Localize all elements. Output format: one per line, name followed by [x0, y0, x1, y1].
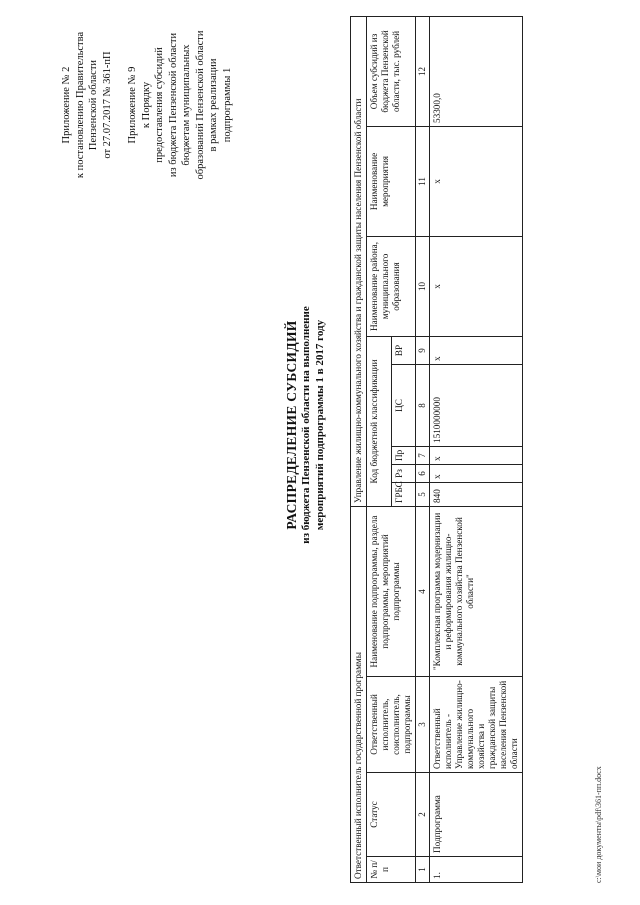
cell-status: Подпрограмма: [430, 773, 523, 857]
column-number: 12: [416, 16, 430, 126]
cell-num: 1.: [430, 857, 523, 883]
table-row: [351, 16, 367, 882]
column-number: 8: [416, 364, 430, 446]
column-number: 2: [416, 773, 430, 857]
header-event: Наименование мероприятия: [367, 126, 416, 236]
header-budget-code: Код бюджетной классификации: [367, 336, 392, 506]
column-number: 3: [416, 677, 430, 773]
cell-cs: 1510000000: [430, 364, 523, 446]
document-subtitle: из бюджета Пензенской области на выполнение: [300, 306, 312, 544]
cell-district: х: [430, 236, 523, 336]
annex-line: Приложение № 9: [127, 66, 138, 144]
header-rz: Рз: [391, 464, 416, 482]
annex-line: от 27.07.2017 № 361-пП: [101, 51, 113, 159]
file-path-footer: c:\мои документы\pdf\361-пп.docx: [594, 766, 603, 883]
cell-name: "Комплексная программа модернизации и реформирования жилищно-коммунального хозяйства Пензенской области": [430, 506, 523, 676]
table-header-row: [367, 16, 392, 882]
subsidy-table: [350, 16, 523, 883]
annex-line: к Порядку: [140, 81, 152, 129]
column-number: 1: [416, 857, 430, 883]
document-heading: [285, 245, 327, 605]
header-num: № п/п: [367, 857, 416, 883]
header-name: Наименование подпрограммы, раздела подпрограммы, мероприятий подпрограммы: [367, 506, 416, 676]
cell-grbs: 840: [430, 482, 523, 506]
header-volume: Объем субсидий из бюджета Пензенской области, тыс. рублей: [367, 16, 416, 126]
annex-line: к постановлению Правительства: [74, 31, 86, 179]
cell-vr: х: [430, 336, 523, 364]
header-status: Статус: [367, 773, 416, 857]
document-subtitle: мероприятий подпрограммы 1 в 2017 году: [314, 319, 326, 531]
column-number: 5: [416, 482, 430, 506]
responsible-executor-value: Управление жилищно-коммунального хозяйства и гражданской защиты населения Пензенской области: [351, 16, 367, 506]
column-number: 9: [416, 336, 430, 364]
column-number-row: [416, 16, 430, 882]
annex-line: Приложение № 2: [61, 66, 72, 144]
responsible-executor-label: Ответственный исполнитель государственной программы: [351, 506, 367, 882]
cell-event: х: [430, 126, 523, 236]
annex-line: в рамках реализации: [208, 58, 219, 152]
cell-rz: х: [430, 464, 523, 482]
header-pr: Пр: [391, 446, 416, 464]
cell-pr: х: [430, 446, 523, 464]
document-title: РАСПРЕДЕЛЕНИЕ СУБСИДИЙ: [284, 320, 299, 530]
column-number: 6: [416, 464, 430, 482]
cell-volume: 53300,0: [430, 16, 523, 126]
header-cs: ЦС: [391, 364, 416, 446]
annex-line: бюджетам муниципальных: [181, 44, 192, 166]
header-executor: Ответственный исполнитель, соисполнитель, подпрограммы: [367, 677, 416, 773]
column-number: 11: [416, 126, 430, 236]
annex-line: образований Пензенской области: [194, 30, 206, 180]
header-grbs: ГРБС: [391, 482, 416, 506]
annex-line: из бюджета Пензенской области: [167, 32, 179, 178]
column-number: 7: [416, 446, 430, 464]
annex-line: предоставления субсидий: [154, 47, 165, 163]
table-row: [430, 16, 523, 882]
cell-executor: Ответственный исполнитель - Управление жилищно-коммунального хозяйства и гражданской защиты населения Пензенской области: [430, 677, 523, 773]
annex-line: Пензенской области: [88, 59, 99, 151]
annex-line: подпрограммы 1: [221, 67, 233, 143]
header-vr: ВР: [391, 336, 416, 364]
column-number: 4: [416, 506, 430, 676]
header-district: Наименование района, муниципального образования: [367, 236, 416, 336]
column-number: 10: [416, 236, 430, 336]
annex-note: [60, 15, 234, 195]
